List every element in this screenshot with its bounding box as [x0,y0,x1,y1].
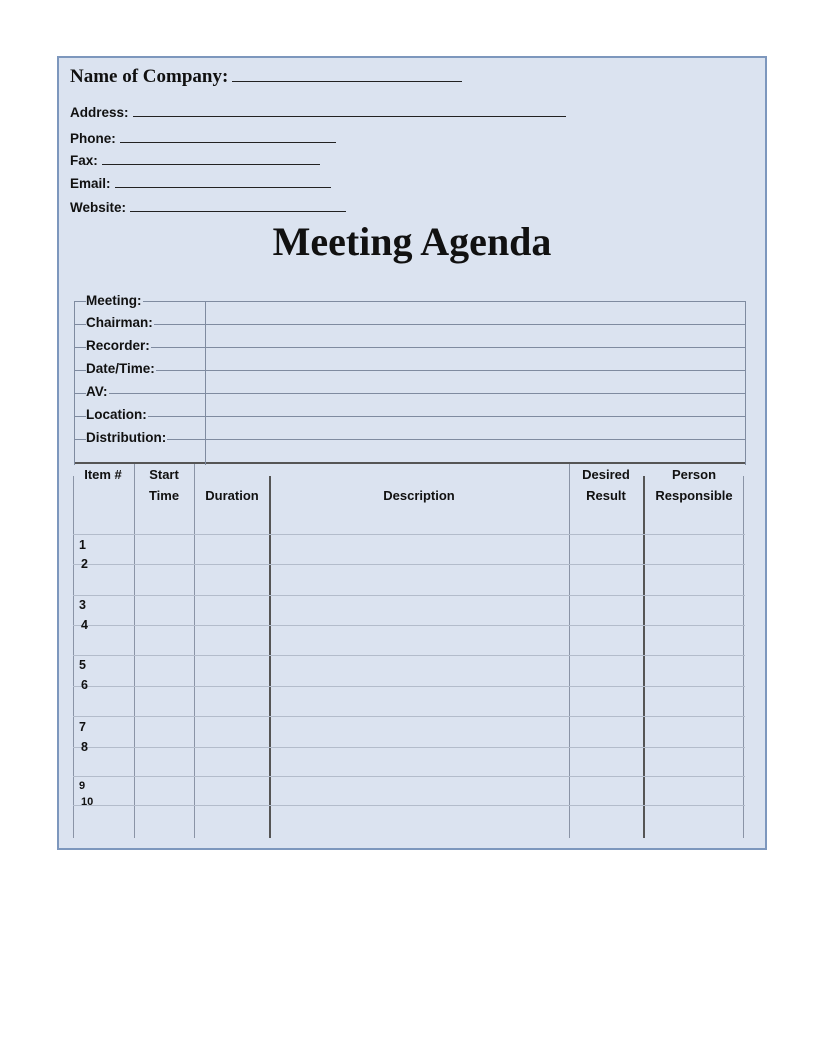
company-name-field [70,66,462,88]
location-value-cell[interactable] [206,417,745,439]
agenda-row-line [73,655,745,656]
distribution-value-cell[interactable] [206,440,745,462]
agenda-row-line [73,534,745,535]
desired-result-header-line2: Result [586,488,626,503]
agenda-row-line [73,747,745,748]
company-name-label: Name of Company: [70,66,229,87]
fax-field [70,153,320,168]
desired-result-header-line1: Desired [582,467,630,482]
address-label: Address: [70,105,129,120]
address-line[interactable] [133,115,566,117]
person-responsible-header-line1: Person [671,467,717,482]
meeting-info-table [74,293,746,465]
phone-field [70,131,336,146]
website-field [70,200,346,215]
address-field [70,105,566,120]
start-time-header-line2: Time [148,488,180,503]
start-time-divider [134,464,135,838]
agenda-form [57,56,767,850]
company-name-line[interactable] [232,80,462,82]
agenda-items-table [73,464,745,838]
duration-header: Duration [205,488,259,503]
agenda-left-border [73,476,74,838]
item-number: 1 [79,538,86,552]
info-right-border [745,301,746,465]
phone-label: Phone: [70,131,116,146]
website-label: Website: [70,200,127,215]
agenda-row-line [73,716,745,717]
agenda-right-border [743,476,744,838]
agenda-row-line [73,564,745,565]
item-number: 6 [81,678,88,692]
agenda-row-line [73,776,745,777]
date-time-value-cell[interactable] [206,371,745,393]
item-number: 4 [81,618,88,632]
agenda-row-line [73,805,745,806]
description-header: Description [383,488,455,503]
location-label: Location: [86,407,147,422]
chairman-value-cell[interactable] [206,325,745,347]
item-number: 9 [79,780,86,792]
start-time-header-line1: Start [149,467,179,482]
email-label: Email: [70,176,111,191]
meeting-value-cell[interactable] [206,302,745,324]
info-left-border [74,301,75,465]
recorder-value-cell[interactable] [206,348,745,370]
person-divider [643,476,645,838]
desired-result-divider [569,464,570,838]
fax-label: Fax: [70,153,98,168]
distribution-label: Distribution: [86,430,167,445]
agenda-row-line [73,686,745,687]
item-number: 2 [81,557,88,571]
email-line[interactable] [115,186,331,188]
website-line[interactable] [130,210,346,212]
description-divider [269,476,271,838]
av-label: AV: [86,384,108,399]
item-number: 8 [81,740,88,754]
meeting-label: Meeting: [86,293,142,308]
agenda-row-line [73,625,745,626]
chairman-label: Chairman: [86,315,153,330]
item-number-header: Item # [84,467,122,482]
fax-line[interactable] [102,163,320,165]
item-number: 3 [79,598,86,612]
agenda-row-line [73,595,745,596]
page-title: Meeting Agenda [272,219,552,264]
person-responsible-header-line2: Responsible [655,488,733,503]
item-number: 7 [79,720,86,734]
phone-line[interactable] [120,141,336,143]
item-number: 10 [81,796,94,808]
duration-divider [194,464,195,838]
email-field [70,176,331,191]
recorder-label: Recorder: [86,338,150,353]
item-number: 5 [79,658,86,672]
av-value-cell[interactable] [206,394,745,416]
date-time-label: Date/Time: [86,361,155,376]
